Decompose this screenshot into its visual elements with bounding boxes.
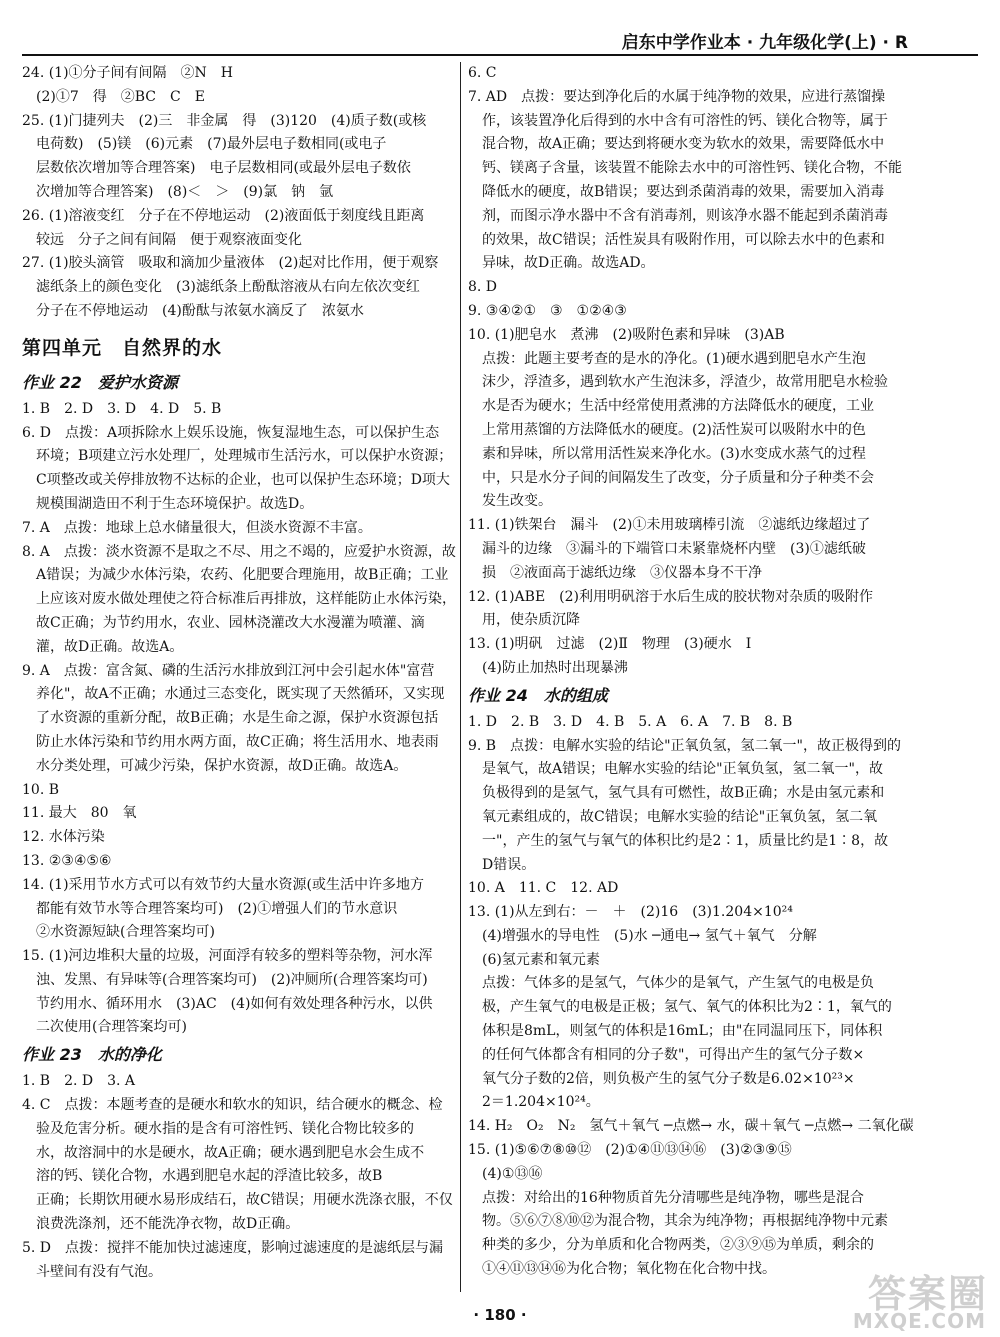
answer-line: 较远 分子之间有间隔 便于观察液面变化 — [36, 231, 302, 248]
answer-line: 13. ②③④⑤⑥ — [22, 852, 112, 869]
answer-line: 都能有效节水等合理答案均可) (2)①增强人们的节水意识 — [36, 900, 398, 917]
answer-line: 沫少，浮渣多，遇到软水产生泡沫多，浮渣少，故常用肥皂水检验 — [482, 374, 888, 391]
answer-line: 水是否为硬水；生活中经常使用煮沸的方法降低水的硬度，工业 — [482, 398, 874, 415]
answer-line: 点拨：对给出的16种物质首先分清哪些是纯净物，哪些是混合 — [482, 1189, 864, 1206]
answer-line: 一"，产生的氢气与氧气的体积比约是2∶1，质量比约是1∶8，故 — [482, 832, 889, 849]
answer-line: 14. (1)采用节水方式可以有效节约大量水资源(或生活中许多地方 — [22, 876, 425, 893]
answer-line: 水分类处理，可减少污染，保护水资源，故D正确。故选A。 — [36, 757, 408, 774]
answer-line: 作，该装置净化后得到的水中含有可溶性的钙、镁化合物等，属于 — [482, 112, 888, 129]
answer-line: ①④⑪⑬⑭⑯为化合物；氧化物在化合物中找。 — [482, 1261, 776, 1278]
answer-line: 7. A 点拨：地球上总水储量很大，但淡水资源不丰富。 — [22, 519, 372, 536]
answer-line: (2)①7 得 ②BC C E — [36, 88, 205, 105]
answer-line: 二次使用(合理答案均可) — [36, 1019, 187, 1036]
section-title: 作业 23 水的净化 — [22, 1045, 162, 1065]
answer-line: 5. D 点拨：搅拌不能加快过滤速度，影响过滤速度的是滤纸层与漏 — [22, 1239, 444, 1256]
watermark-url: MXQE.COM — [852, 1309, 986, 1333]
watermark-text: 答案圈 — [867, 1272, 988, 1316]
answer-line: 氧气分子数的2倍，则负极产生的氢气分子数是6.02×10²³× — [482, 1070, 855, 1087]
answer-line: 11. 最大 80 氧 — [22, 805, 137, 822]
page-body — [0, 62, 1000, 1292]
answer-line: 12. 水体污染 — [22, 829, 105, 846]
answer-line: 中，只是水分子间的间隔发生了改变，分子质量和分子种类不会 — [482, 469, 874, 486]
section-title: 作业 22 爱护水资源 — [22, 372, 178, 392]
answer-line: 层数依次增加等合理答案) 电子层数相同(或最外层电子数依 — [36, 160, 411, 177]
answer-line: 体积是8mL，则氢气的体积是16mL；由"在同温同压下，同体积 — [482, 1023, 883, 1040]
answer-line: 漏斗的边缘 ③漏斗的下端管口未紧靠烧杯内壁 (3)①滤纸破 — [482, 540, 866, 557]
answer-line: 环境；B项建立污水处理厂，处理城市生活污水，可以保护水资源； — [36, 448, 453, 465]
answer-line: 4. C 点拨：本题考查的是硬水和软水的知识，结合硬水的概念、检 — [22, 1097, 443, 1114]
answer-line: 发生改变。 — [482, 493, 552, 510]
answer-line: (4)增强水的导电性 (5)水 ─通电→ 氢气＋氧气 分解 — [482, 927, 817, 944]
answer-line: 1. B 2. D 3. A — [22, 1073, 136, 1090]
answer-line: A错误；为减少水体污染，农药、化肥要合理施用，故B正确；工业 — [36, 567, 449, 584]
answer-line: 斗壁间有没有气泡。 — [36, 1263, 162, 1280]
answer-line: 规模围湖造田不利于生态环境保护。故选D。 — [36, 495, 314, 512]
answer-line: 1. B 2. D 3. D 4. D 5. B — [22, 400, 222, 417]
answer-line: 的任何气体都含有相同的分子数"，可得出产生的氢气分子数× — [482, 1046, 865, 1063]
answer-line: 素和异味，所以常用活性炭来净化水。(3)水变成水蒸气的过程 — [482, 445, 866, 462]
answer-line: 11. (1)铁架台 漏斗 (2)①未用玻璃棒引流 ②滤纸边缘超过了 — [468, 517, 871, 534]
answer-line: (6)氢元素和氧元素 — [482, 951, 600, 968]
answer-line: 节约用水、循环用水 (3)AC (4)如何有效处理各种污水，以供 — [36, 995, 433, 1012]
answer-line: 8. A 点拨：淡水资源不是取之不尽、用之不竭的，应爱护水资源，故 — [22, 543, 456, 560]
answer-line: 剂，而图示净水器中不含有消毒剂，则该净水器不能起到杀菌消毒 — [482, 207, 888, 224]
answer-line: 次增加等合理答案) (8)＜ ＞ (9)氯 钠 氩 — [36, 183, 334, 200]
answer-line: 损 ②液面高于滤纸边缘 ③仪器本身不干净 — [482, 564, 762, 581]
answer-line: 降低水的硬度，故B错误；要达到杀菌消毒的效果，需要加入消毒 — [482, 183, 885, 200]
answer-line: 26. (1)溶液变红 分子在不停地运动 (2)液面低于刻度线且距离 — [22, 207, 425, 224]
answer-line: (4)①⑬⑯ — [482, 1165, 543, 1182]
answer-line: 浊、发黑、有异味等(合理答案均可) (2)冲厕所(合理答案均可) — [36, 971, 428, 988]
answer-line: 15. (1)⑤⑥⑦⑧⑩⑫ (2)①④⑪⑬⑭⑯ (3)②③⑨⑮ — [468, 1142, 792, 1159]
answer-line: 用，使杂质沉降 — [482, 612, 580, 629]
answer-line: 8. D — [468, 279, 498, 296]
answer-line: 10. B — [22, 781, 60, 798]
answer-line: 14. H₂ O₂ N₂ 氢气＋氧气 ─点燃→ 水，碳＋氧气 ─点燃→ 二氧化碳 — [468, 1118, 914, 1135]
answer-line: 2＝1.204×10²⁴。 — [482, 1094, 600, 1111]
answer-line: 10. A 11. C 12. AD — [468, 880, 619, 897]
page-number: · 180 · — [473, 1306, 527, 1324]
answer-line: 物。⑤⑥⑦⑧⑩⑫为混合物，其余为纯净物；再根据纯净物中元素 — [482, 1213, 888, 1230]
answer-line: 10. (1)肥皂水 煮沸 (2)吸附色素和异味 (3)AB — [468, 326, 785, 343]
answer-line: 是氧气，故A错误；电解水实验的结论"正氧负氢，氢二氧一"，故 — [482, 761, 883, 778]
answer-line: 点拨：此题主要考查的是水的净化。(1)硬水遇到肥皂水产生泡 — [482, 350, 866, 367]
answer-line: 浪费洗涤剂，还不能洗净衣物，故D正确。 — [36, 1216, 300, 1233]
answer-line: 验及危害分析。硬水指的是含有可溶性钙、镁化合物比较多的 — [36, 1120, 414, 1137]
answer-line: 异味，故D正确。故选AD。 — [482, 255, 655, 272]
answer-line: 27. (1)胶头滴管 吸取和滴加少量液体 (2)起对比作用，便于观察 — [22, 255, 439, 272]
answer-line: C项整改或关停排放物不达标的企业，也可以保护生态环境；D项大 — [36, 472, 450, 489]
answer-line: 极，产生氧气的电极是正极；氢气、氧气的体积比为2∶1，氧气的 — [482, 999, 892, 1016]
answer-line: 养化"，故A不正确；水通过三态变化，既实现了天然循环，又实现 — [36, 686, 445, 703]
answer-line: 钙、镁离子含量，该装置不能除去水中的可溶性钙、镁化合物，不能 — [482, 160, 902, 177]
answer-line: 了水资源的重新分配，故B正确；水是生命之源，保护水资源包括 — [36, 710, 439, 727]
right-column — [468, 62, 924, 1282]
answer-line: 防止水体污染和节约用水两方面，故C正确；将生活用水、地表雨 — [36, 733, 439, 750]
answer-line: 9. B 点拨：电解水实验的结论"正氧负氢，氢二氧一"，故正极得到的 — [468, 737, 901, 754]
answer-line: 滤纸条上的颜色变化 (3)滤纸条上酚酞溶液从右向左依次变红 — [36, 279, 420, 296]
answer-line: 7. AD 点拨：要达到净化后的水属于纯净物的效果，应进行蒸馏操 — [468, 88, 886, 105]
answer-line: 分子在不停地运动 (4)酚酞与浓氨水滴反了 浓氨水 — [36, 302, 364, 319]
answer-line: 12. (1)ABE (2)利用明矾溶于水后生成的胶状物对杂质的吸附作 — [468, 588, 873, 605]
answer-line: 的效果，故C错误；活性炭具有吸附作用，可以除去水中的色素和 — [482, 231, 885, 248]
answer-line: 正确；长期饮用硬水易形成结石，故C错误；用硬水洗涤衣服，不仅 — [36, 1192, 453, 1209]
answer-line: 种类的多少，分为单质和化合物两类，②③⑨⑮为单质，剩余的 — [482, 1237, 874, 1254]
answer-line: 13. (1)明矾 过滤 (2)Ⅱ 物理 (3)硬水 Ⅰ — [468, 636, 752, 653]
left-column — [22, 62, 460, 1284]
answer-line: 15. (1)河边堆积大量的垃圾，河面浮有较多的塑料等杂物，河水浑 — [22, 948, 433, 965]
watermark-logo — [844, 1263, 994, 1333]
answer-line: 上应该对废水做处理使之符合标准后再排放，这样能防止水体污染， — [36, 591, 456, 608]
answer-line: 24. (1)①分子间有间隔 ②N H — [22, 65, 234, 81]
answer-line: ②水资源短缺(合理答案均可) — [36, 924, 215, 941]
answer-line: 水，故溶洞中的水是硬水，故A正确；硬水遇到肥皂水会生成不 — [36, 1144, 425, 1161]
answer-line: 6. D 点拨：A项拆除水上娱乐设施，恢复湿地生态，可以保护生态 — [22, 424, 440, 441]
answer-line: 上常用蒸馏的方法降低水的硬度。(2)活性炭可以吸附水中的色 — [482, 421, 866, 438]
answer-line: 25. (1)门捷列夫 (2)三 非金属 得 (3)120 (4)质子数(或核 — [22, 112, 427, 129]
header-title: 启东中学作业本 · 九年级化学(上) · R — [621, 33, 908, 53]
answer-line: 6. C — [468, 65, 497, 81]
page-header — [22, 14, 978, 56]
answer-line: 点拨：气体多的是氢气，气体少的是氧气，产生氢气的电极是负 — [482, 975, 874, 992]
answer-line: 9. ③④②① ③ ①②④③ — [468, 302, 627, 319]
answer-line: 故C正确；为节约用水，农业、园林浇灌改大水漫灌为喷灌、滴 — [36, 614, 425, 631]
answer-line: 溶的钙、镁化合物，水遇到肥皂水起的浮渣比较多，故B — [36, 1168, 383, 1185]
section-title: 作业 24 水的组成 — [468, 685, 608, 705]
answer-line: 1. D 2. B 3. D 4. B 5. A 6. A 7. B 8. B — [468, 713, 793, 730]
answer-line: 13. (1)从左到右：－ ＋ (2)16 (3)1.204×10²⁴ — [468, 904, 793, 921]
answer-line: (4)防止加热时出现暴沸 — [482, 659, 628, 676]
answer-line: 9. A 点拨：富含氮、磷的生活污水排放到江河中会引起水体"富营 — [22, 662, 435, 679]
answer-line: 氧元素组成的，故C错误；电解水实验的结论"正氧负氢，氢二氧 — [482, 808, 878, 825]
unit-title: 第四单元 自然界的水 — [22, 336, 223, 359]
answer-line: 混合物，故A正确；要达到将硬水变为软水的效果，需要降低水中 — [482, 136, 885, 153]
answer-line: D错误。 — [482, 856, 536, 873]
answer-line: 电荷数) (5)镁 (6)元素 (7)最外层电子数相同(或电子 — [36, 136, 387, 153]
answer-line: 负极得到的是氢气，氢气具有可燃性，故B正确；水是由氢元素和 — [482, 785, 885, 802]
answer-line: 灌，故D正确。故选A。 — [36, 638, 184, 655]
